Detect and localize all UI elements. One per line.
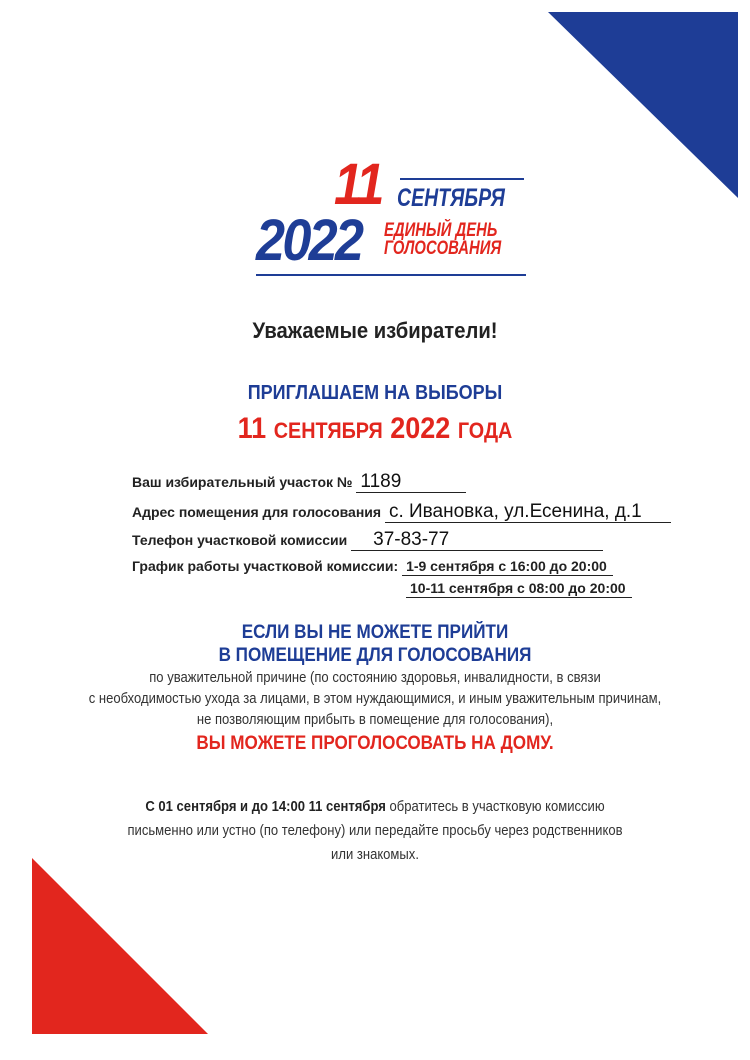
station-address-row [132,502,671,523]
home-voting-heading-2: В ПОМЕЩЕНИЕ ДЛЯ ГОЛОСОВАНИЯ [218,645,532,666]
corner-triangle-top-right [548,12,738,198]
home-voting-reason-1: по уважительной причине (по состоянию здоровья, инвалидности, в связи [149,670,601,686]
contact-dates: 01 сентября и до 14:00 11 сентября [158,799,386,815]
logo-rule-bottom [256,274,526,276]
election-date-day: 11 [237,412,267,445]
logo-subtitle [384,222,501,258]
station-address-value: с. Ивановка, ул.Есенина, д.1 [385,502,671,523]
election-date-year: 2022 [390,412,451,445]
station-number-label: Ваш избирательный участок № [132,474,353,490]
logo-subtitle-line-2: ГОЛОСОВАНИЯ [384,238,502,259]
home-voting-reason-3: не позволяющим прибыть в помещение для голосования), [196,712,554,728]
invite-heading: ПРИГЛАШАЕМ НА ВЫБОРЫ [247,382,503,404]
election-day-logo [254,152,534,276]
schedule-row-2 [406,580,632,598]
election-date [38,412,713,446]
logo-day: 11 [334,152,382,217]
station-number-value: 1189 [356,472,466,493]
contact-line-3: или знакомых. [331,847,419,863]
contact-text-1: обратитесь в участковую комиссию [389,799,605,815]
corner-triangle-bottom-left [32,858,208,1034]
schedule-line-2: 10-11 сентября с 08:00 до 20:00 [406,580,632,598]
logo-year: 2022 [256,208,362,273]
home-voting-conclusion: ВЫ МОЖЕТЕ ПРОГОЛОСОВАТЬ НА ДОМУ. [196,733,554,754]
election-date-month: СЕНТЯБРЯ [273,418,383,443]
contact-line-1 [38,799,713,815]
home-voting-reason-2: с необходимостью ухода за лицами, в этом нуждающимися, и иным уважительным причинам, [88,691,662,707]
logo-rule-top [400,178,524,180]
schedule-line-1: 1-9 сентября с 16:00 до 20:00 [402,558,613,576]
greeting-heading: Уважаемые избиратели! [252,318,498,343]
logo-month: СЕНТЯБРЯ [397,184,505,212]
schedule-label: График работы участковой комиссии: [132,558,399,574]
station-phone-label: Телефон участковой комиссии [132,532,348,548]
contact-line-2: письменно или устно (по телефону) или передайте просьбу через родственников [127,823,623,839]
station-phone-value: 37-83-77 [351,530,603,551]
logo-subtitle-line-1: ЕДИНЫЙ ДЕНЬ [384,220,498,241]
home-voting-heading-1: ЕСЛИ ВЫ НЕ МОЖЕТЕ ПРИЙТИ [241,622,509,643]
station-address-label: Адрес помещения для голосования [132,504,382,520]
schedule-row [132,558,613,576]
election-date-suffix: ГОДА [457,418,513,443]
contact-prefix: С [145,799,155,815]
station-number-row [132,472,466,493]
station-phone-row [132,530,603,551]
